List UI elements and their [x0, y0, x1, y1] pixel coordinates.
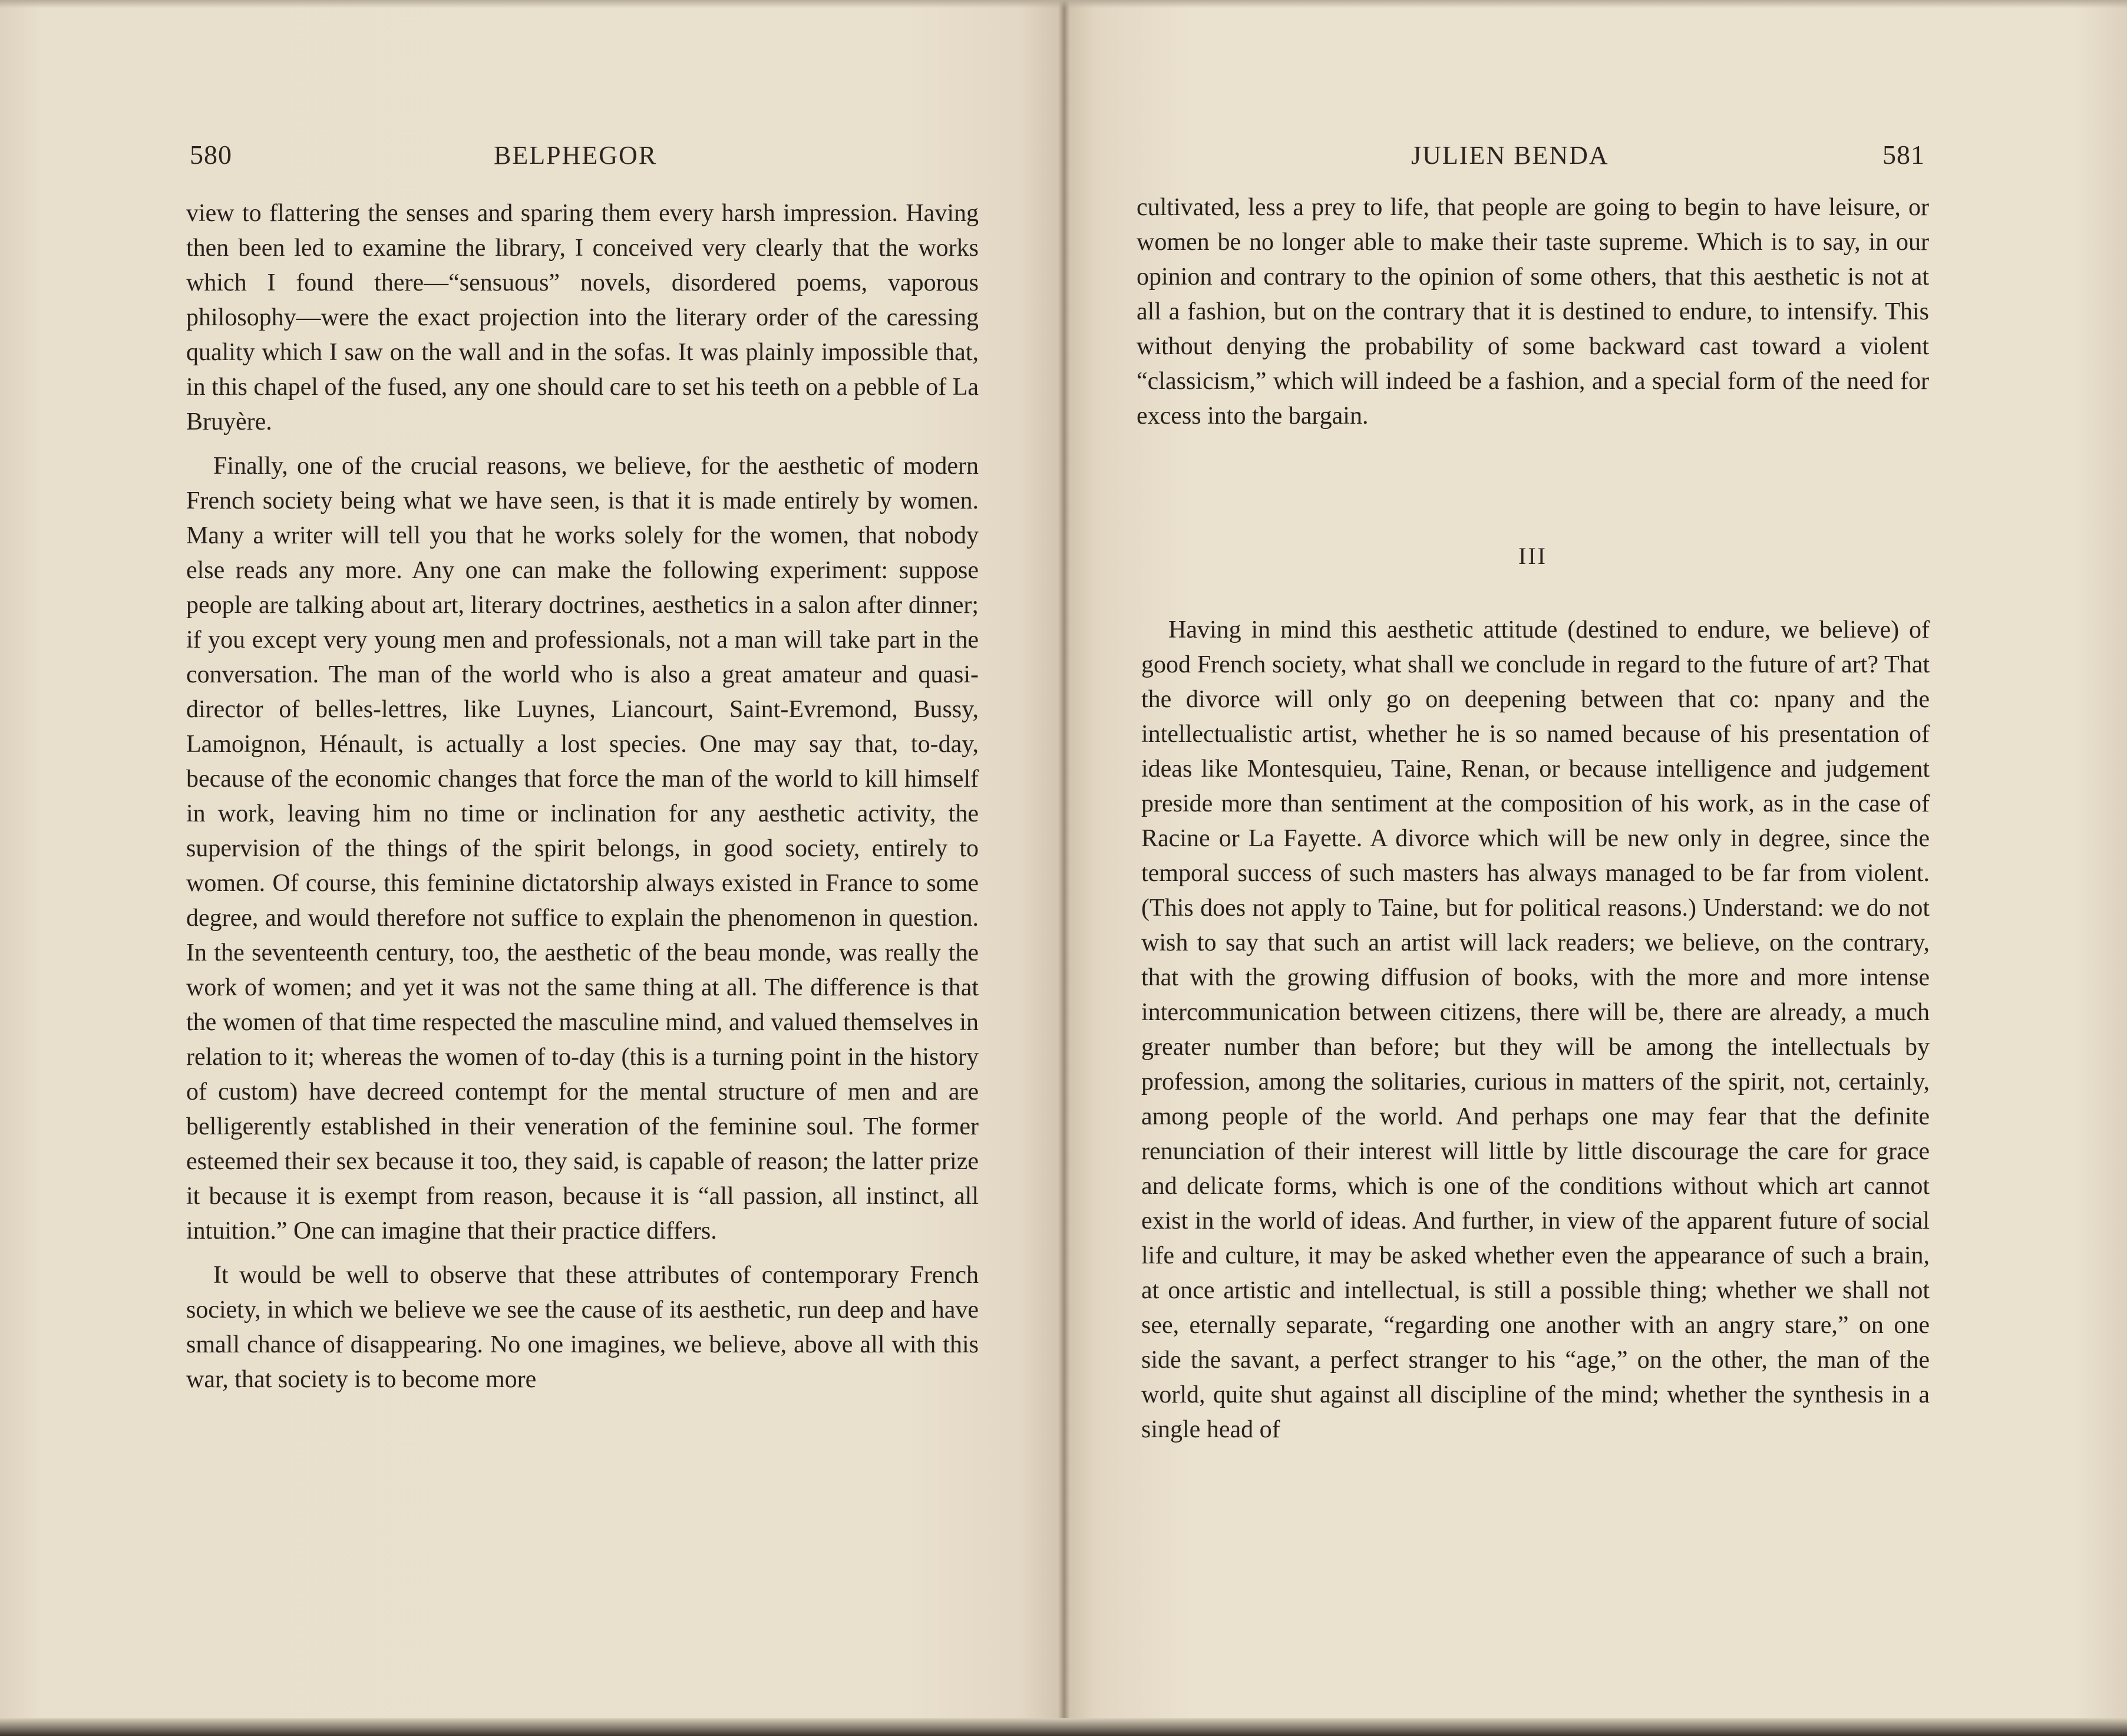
page-number: 580: [190, 140, 232, 170]
page-bottom-edge: [0, 1718, 2127, 1736]
page-number: 581: [1882, 140, 1925, 170]
right-body-text-top: [1137, 190, 1929, 434]
paragraph: Having in mind this aesthetic attitude (destined to endure, we believe) of good French society, what shall we conclude in regard to the future of art? That the divorce will only go on deepening between that co: npany and the intellectualistic artist, whether he is so named because of his presentation of ideas like Montesquieu, Taine, Renan, or because intelligence and judgement preside more than sentiment at the composition of his work, as in the case of Racine or La Fayette. A divorce which will be new only in degree, since the temporal success of such masters has always managed to be far from violent. (This does not apply to Taine, but for political reasons.) Understand: we do not wish to say that such an artist will lack readers; we believe, on the contrary, that with the growing diffusion of books, with the more and more intense intercommunication between citizens, there will be, there are already, a much greater number than before; but they will be among the intellectuals by profession, among the solitaries, curious in matters of the spirit, not, certainly, among people of the world. And perhaps one may fear that the definite renunciation of their interest will little by little discourage the care for grace and delicate forms, which is one of the conditions without which art cannot exist in the world of ideas. And further, in view of the apparent future of social life and culture, it may be asked whether even the appearance of such a brain, at once artistic and intellectual, is still a possible thing; whether we shall not see, eternally separate, “regarding one another with an angry stare,” on one side the savant, a perfect stranger to his “age,” on the other, the man of the world, quite shut against all discipline of the mind; whether the synthesis in a single head of: [1141, 616, 1930, 1443]
page-top-edge: [0, 0, 2127, 8]
right-body-text-bottom: [1141, 613, 1930, 1447]
paragraph: cultivated, less a prey to life, that people are going to begin to have leisure, or women be no longer able to make their taste supreme. Which is to say, in our opinion and contrary to the opinion of some others, that this aesthetic is not at all a fashion, but on the contrary that it is destined to endure, to intensify. This without denying the probability of some backward cast toward a violent “classicism,” which will indeed be a fashion, and a special form of the need for excess into the bargain.: [1137, 194, 1929, 430]
book-gutter: [1058, 0, 1070, 1736]
running-head-left: [0, 139, 1064, 174]
running-head-right: [1064, 139, 2127, 174]
right-page: [1064, 0, 2127, 1736]
left-body-text: [186, 196, 979, 1397]
paragraph: Finally, one of the crucial reasons, we believe, for the aesthetic of modern French society being what we have seen, is that it is made entirely by women. Many a writer will tell you that he works solely for the women, that nobody else reads any more. Any one can make the following experiment: suppose people are talking about art, literary doctrines, aesthetics in a salon after dinner; if you except very young men and professionals, not a man will take part in the conversation. The man of the world who is also a great amateur and quasi-director of belles-lettres, like Luynes, Liancourt, Saint-Evremond, Bussy, Lamoignon, Hénault, is actually a lost species. One may say that, to-day, because of the economic changes that force the man of the world to kill himself in work, leaving him no time or inclination for any aesthetic activity, the supervision of the things of the spirit belongs, in good society, entirely to women. Of course, this feminine dictatorship always existed in France to some degree, and would therefore not suffice to explain the phenomenon in question. In the seventeenth century, too, the aesthetic of the beau monde, was really the work of women; and yet it was not the same thing at all. The difference is that the women of that time respected the masculine mind, and valued themselves in relation to it; whereas the women of to-day (this is a turning point in the history of custom) have decreed contempt for the mental structure of men and are belligerently established in their veneration of the feminine soul. The former esteemed their sex because it too, they said, is capable of reason; the latter prize it because it is exempt from reason, because it is “all passion, all instinct, all intuition.” One can imagine that their practice differs.: [186, 453, 979, 1245]
running-title: JULIEN BENDA: [1411, 141, 1609, 170]
paragraph: It would be well to observe that these attributes of contemporary French society, in which we believe we see the cause of its aesthetic, run deep and have small chance of disappearing. No one imagines, we believe, above all with this war, that society is to become more: [186, 1262, 979, 1393]
running-title: BELPHEGOR: [494, 141, 658, 170]
section-number: III: [1518, 543, 1547, 569]
paragraph: view to flattering the senses and sparing them every harsh impression. Having then been led to examine the library, I conceived very clearly that the works which I found there—“sensuous” novels, disordered poems, vaporous philosophy—were the exact projection into the literary order of the caressing quality which I saw on the wall and in the sofas. It was plainly impossible that, in this chapel of the fused, any one should care to set his teeth on a pebble of La Bruyère.: [186, 200, 979, 435]
